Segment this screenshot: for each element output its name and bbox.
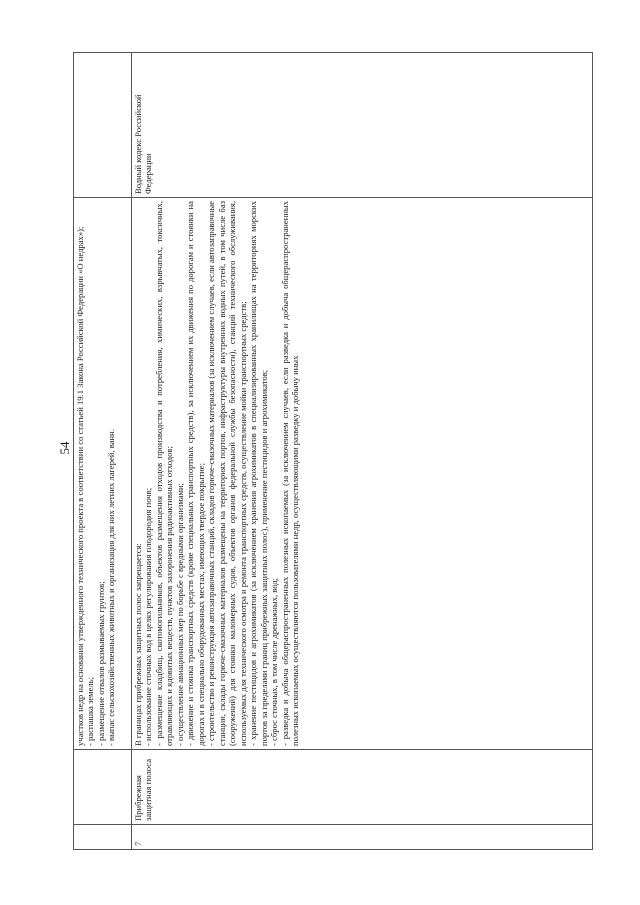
restrictions-cell (74, 198, 132, 750)
restriction-line: - размещение кладбищ, скотомогильников, объектов размещения отходов производства и потребления, химических, взрывчатых, токсичных, отравляющих и ядовитых веществ, пунктов захоронения радиоактивных отходов; (153, 201, 175, 746)
page-number: 54 (57, 441, 72, 455)
row-number-cell: 7 (132, 825, 593, 850)
zone-name-cell: Прибрежная защитная полоса (132, 750, 593, 825)
restriction-line: - разведка и добыча общераспространенных полезных ископаемых (за исключением случаев, если разведка и добыча общераспространенных полезных ископаемых осуществляются пользователями недр, осуществляющими разведку и добычу иных (279, 201, 301, 746)
restriction-line: В границах прибрежных защитных полос запрещается: (133, 543, 143, 746)
law-reference-cell (74, 53, 132, 198)
row-number-cell (74, 825, 132, 850)
restriction-line: участков недр на основании утвержденного технического проекта в соответствии со статьей 19.1 Закона Российской Федерации «О недрах»); (75, 226, 85, 746)
restriction-line: - хранение пестицидов и агрохимикатов (за исключением хранения агрохимикатов в специализированных хранилищах на территориях морских портов за пределами границ прибрежных защитных полос), применение пестицидов и агрохимикатов; (248, 201, 269, 746)
restrictions-cell (132, 198, 593, 750)
restriction-line: - осуществление авиационных мер по борьбе с вредными организмами; (174, 483, 185, 746)
restriction-line: - выпас сельскохозяйственных животных и организация для них летних лагерей, ванн. (106, 429, 117, 746)
rotated-table-area (73, 52, 593, 850)
table-row (74, 53, 132, 850)
table-row (132, 53, 593, 850)
restriction-line: - размещение отвалов размываемых грунтов; (95, 581, 106, 746)
restriction-line: - использование сточных вод в целях регулирования плодородия почв; (143, 487, 154, 746)
restrictions-table (73, 52, 593, 850)
restriction-line: - движение и стоянка транспортных средств (кроме специальных транспортных средств), за исключением их движения по дорогам и стоянки на дорогах и в специально оборудованных местах, имеющих твердое покрытие; (185, 201, 206, 746)
restriction-line: - строительство и реконструкция автозаправочных станций, складов горюче-смазочных материалов (за исключением случаев, если автозаправочные станции, склады горюче-смазочных материалов размещены на территориях портов, инфраструктуры внутренних водных путей, в том числе баз (сооружений) для стоянки маломерных судов, объектов органов федеральной службы безопасности), станций технического обслуживания, используемых для технического осмотра и ремонта транспортных средств, осуществление мойки транспортных средств; (206, 201, 248, 746)
zone-name-cell (74, 750, 132, 825)
restriction-line: - распашка земель; (85, 676, 96, 746)
law-reference-cell: Водный кодекс Российской Федерации (132, 53, 593, 198)
restriction-line: - сброс сточных, в том числе дренажных, вод; (269, 577, 280, 746)
